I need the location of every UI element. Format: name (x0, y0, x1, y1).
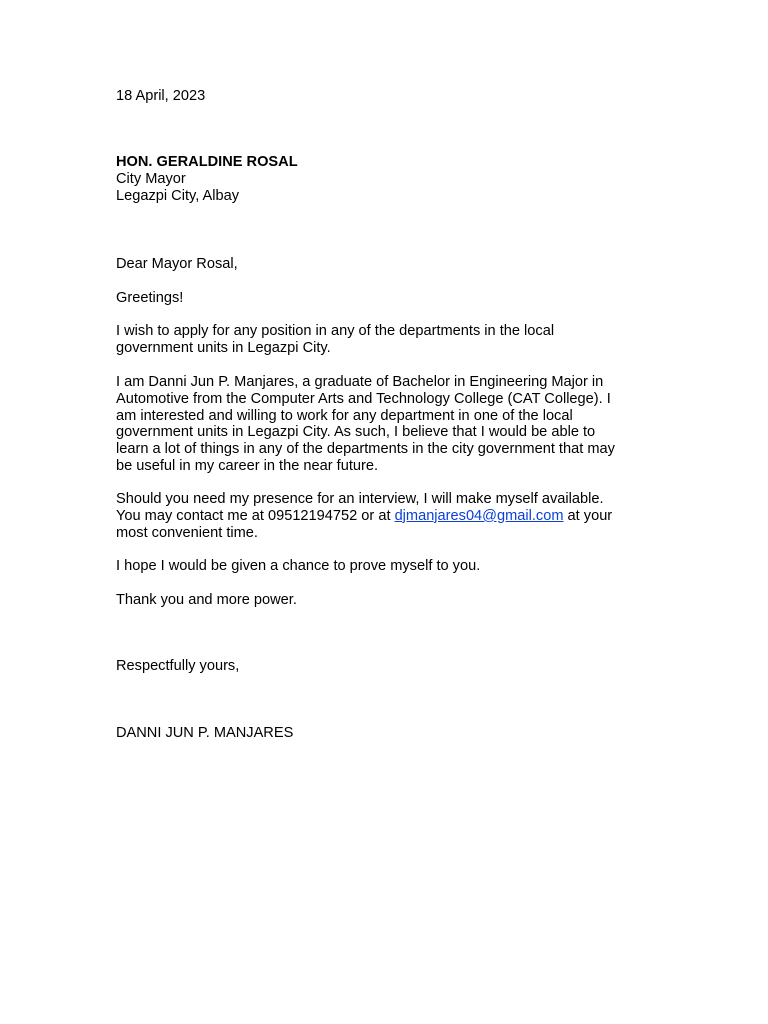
letter-date: 18 April, 2023 (116, 88, 206, 104)
recipient-block (116, 154, 661, 204)
salutation: Dear Mayor Rosal, (116, 256, 238, 272)
paragraph-contact (116, 491, 661, 541)
recipient-address: Legazpi City, Albay (116, 187, 240, 204)
paragraph-line: am interested and willing to work for any department in one of the local (116, 407, 573, 424)
paragraph-line: be useful in my career in the near future. (116, 457, 379, 474)
paragraph-line: learn a lot of things in any of the departments in the city government that may (116, 441, 615, 458)
contact-line (116, 508, 661, 525)
paragraph-line: I wish to apply for any position in any of the departments in the local (116, 323, 555, 339)
paragraph-background (116, 374, 661, 475)
paragraph-thanks: Thank you and more power. (116, 592, 297, 608)
closing: Respectfully yours, (116, 658, 240, 674)
paragraph-application (116, 323, 661, 357)
contact-text-after: at your (563, 507, 613, 524)
signature-name: DANNI JUN P. MANJARES (116, 725, 294, 741)
contact-text: You may contact me at 09512194752 or at (116, 507, 395, 524)
paragraph-line: Automotive from the Computer Arts and Technology College (CAT College). I (116, 390, 611, 407)
paragraph-line: government units in Legazpi City. As such, I believe that I would be able to (116, 424, 596, 441)
email-link[interactable]: djmanjares04@gmail.com (394, 507, 564, 524)
paragraph-hope: I hope I would be given a chance to prove myself to you. (116, 558, 481, 574)
paragraph-line: I am Danni Jun P. Manjares, a graduate of Bachelor in Engineering Major in (116, 374, 604, 390)
greeting: Greetings! (116, 290, 184, 306)
recipient-name: HON. GERALDINE ROSAL (116, 154, 298, 170)
paragraph-line: Should you need my presence for an interview, I will make myself available. (116, 491, 604, 507)
paragraph-line: most convenient time. (116, 524, 258, 541)
paragraph-line: government units in Legazpi City. (116, 339, 331, 356)
recipient-title: City Mayor (116, 170, 186, 187)
